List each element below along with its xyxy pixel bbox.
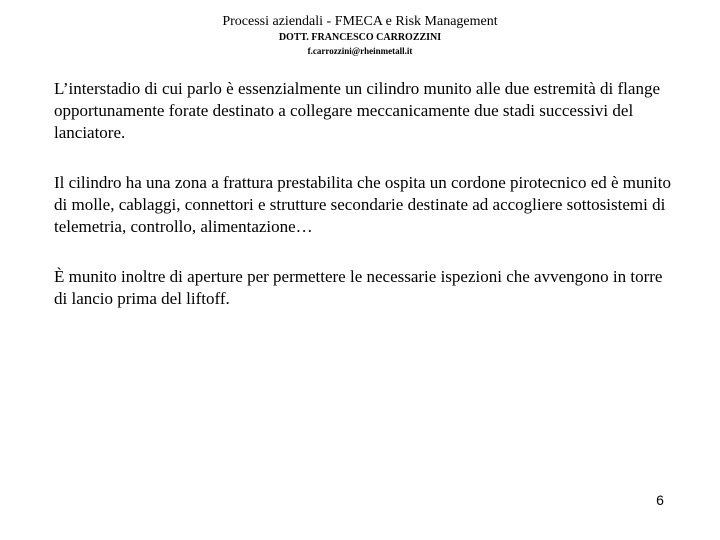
header-author: DOTT. FRANCESCO CARROZZINI	[278, 32, 442, 43]
paragraph-cylinder-features: Il cilindro ha una zona a frattura prestabilita che ospita un cordone pirotecnico ed è munito di molle, cablaggi, connettori e strutture secondarie destinate ad accogliere sottosistemi di telemetria, controllo, alimentazione…	[54, 173, 671, 236]
header-title: Processi aziendali - FMECA e Risk Management	[222, 14, 498, 29]
paragraph-interstage-description: L’interstadio di cui parlo è essenzialmente un cilindro munito alle due estremità di flange opportunamente forate destinato a collegare meccanicamente due stadi successivi del lanciatore.	[54, 79, 660, 142]
slide-body	[54, 78, 674, 310]
paragraph-inspection-openings: È munito inoltre di aperture per permettere le necessarie ispezioni che avvengono in torre di lancio prima del liftoff.	[54, 267, 663, 308]
page-number: 6	[656, 492, 664, 508]
header-email: f.carrozzini@rheinmetall.it	[307, 46, 413, 56]
